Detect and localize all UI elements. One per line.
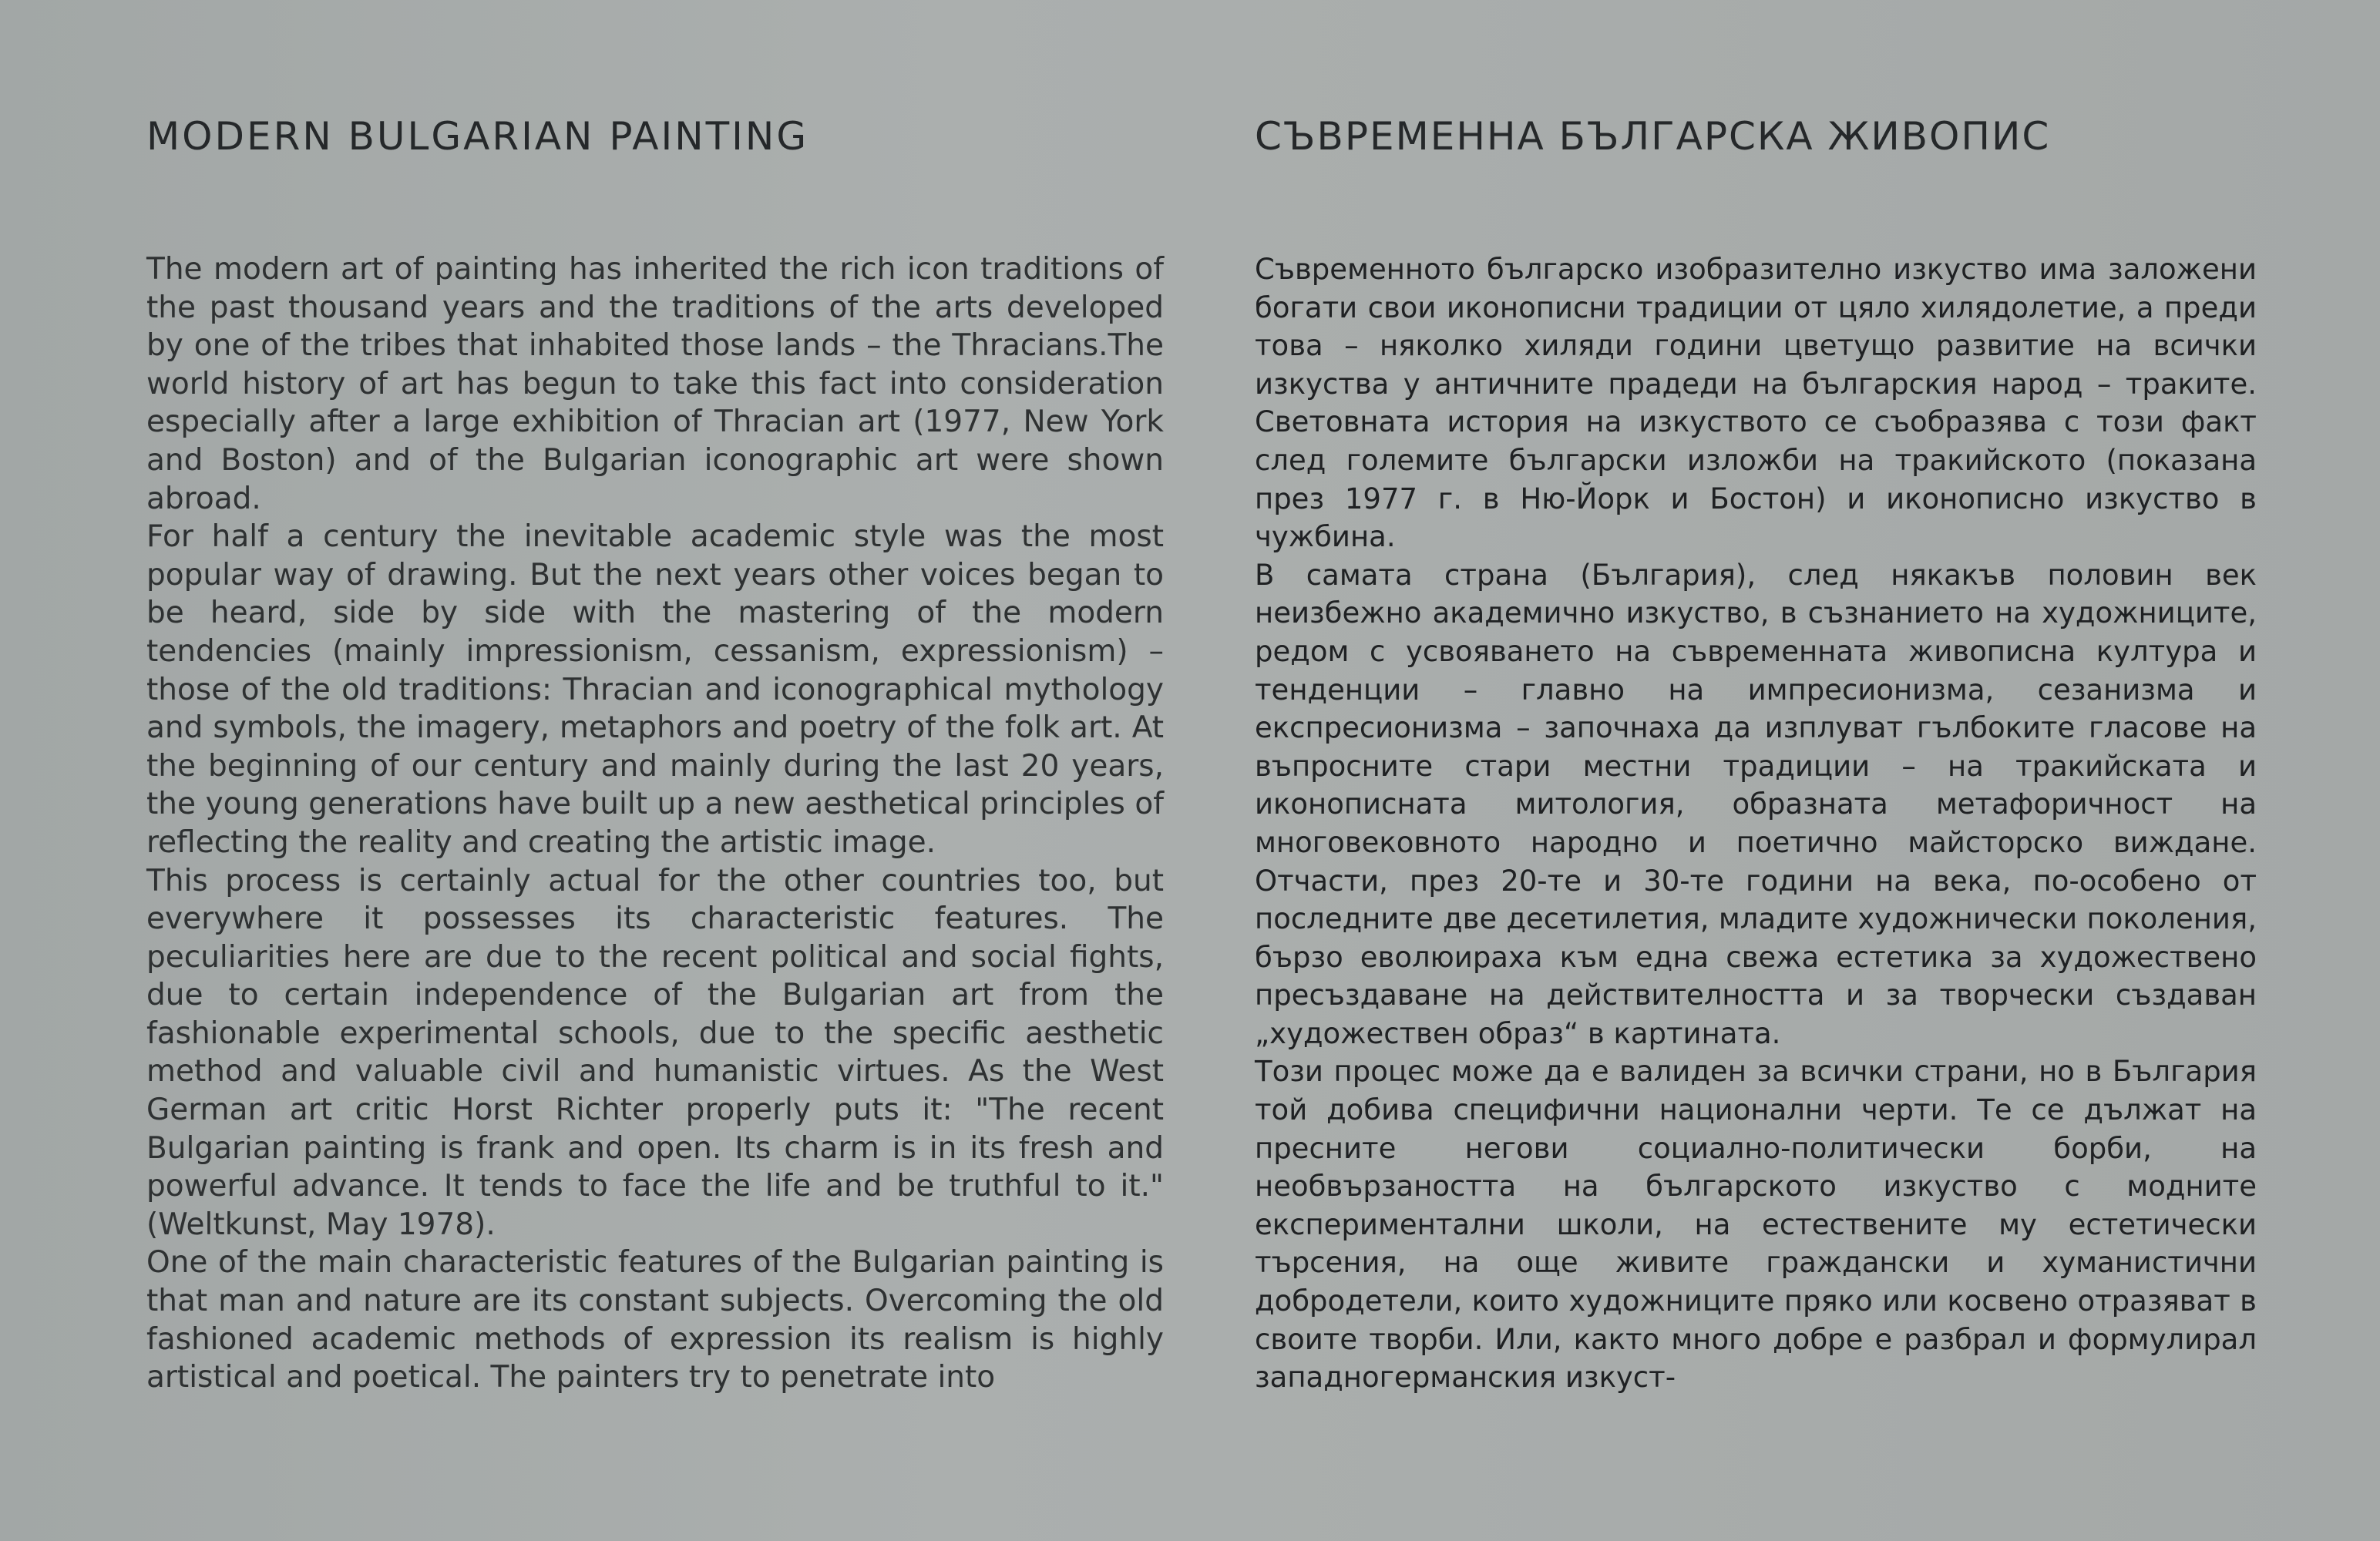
bulgarian-column — [1255, 116, 2257, 1397]
english-column — [146, 116, 1164, 1397]
english-title: MODERN BULGARIAN PAINTING — [146, 114, 809, 159]
bulgarian-paragraph-1: Съвременното българско изобразително изкуство има заложени богати свои иконописни традиции от цяло хилядолетие, а преди това – няколко хиляди години цветущо развитие на всички изкуства у античните прадеди на българския народ – траките. Световната история на изкуството се съобразява с този факт след големите български изложби на тракийското (показана през 1977 г. в Ню-Йорк и Бостон) и иконописно изкуство в чужбина. — [1255, 253, 2257, 554]
english-paragraph-1: The modern art of painting has inherited the rich icon traditions of the past thousand years and the traditions of the arts developed by one of the tribes that inhabited those lands – the Thracians.The world history of art has begun to take this fact into consideration especially after a large exhibition of Thracian art (1977, New York and Boston) and of the Bulgarian iconographic art were shown abroad. — [146, 252, 1164, 516]
bulgarian-title: СЪВРЕМЕННА БЪЛГАРСКА ЖИВОПИС — [1255, 114, 2051, 159]
bulgarian-paragraph-3: Този процес може да е валиден за всички страни, но в България той добива специфични национални черти. Те се дължат на пресните негови социално-политически борби, на необвързаността на българското изкуство с модните експериментални школи, на естествените му естетически търсения, на още живите граждански и хуманистични добродетели, които художниците пряко или косвено отразяват в своите творби. Или, както много добре е разбрал и формулирал западногерманския изкуст- — [1255, 1055, 2257, 1395]
english-paragraph-2: For half a century the inevitable academic style was the most popular way of drawing. But the next years other voices began to be heard, side by side with the mastering of the modern tendencies (mainly impressionism, cessanism, expressionism) – those of the old traditions: Thracian and iconographical mythology and symbols, the imagery, metaphors and poetry of the folk art. At the beginning of our century and mainly during the last 20 years, the young generations have built up a new aesthetical principles of reflecting the reality and creating the artistic image. — [146, 519, 1164, 860]
english-paragraph-3: This process is certainly actual for the other countries too, but everywhere it possesses its characteristic features. The peculiarities here are due to the recent political and social fights, due to certain independence of the Bulgarian art from the fashionable experimental schools, due to the specific aesthetic method and valuable civil and humanistic virtues. As the West German art critic Horst Richter properly puts it: "The recent Bulgarian painting is frank and open. Its charm is in its fresh and powerful advance. It tends to face the life and be truthful to it." (Weltkunst, May 1978). — [146, 863, 1164, 1242]
bulgarian-paragraph-2: В самата страна (България), след някакъв половин век неизбежно академично изкуство, в съзнанието на художниците, редом с усвояването на съвременната живописна култура и тенденции – главно на импресионизма, сезанизма и експресионизма – започнаха да изплуват гълбоките гласове на въпросните стари местни традиции – на тракийската и иконописната митология, образната метафоричност на многовековното народно и поетично майсторско виждане. Отчасти, през 20-те и 30-те години на века, по-особено от последните две десетилетия, младите художнически поколения, бързо еволюираха към една свежа естетика за художествено пресъздаване на действителността и за творчески създаван „художествен образ“ в картината. — [1255, 558, 2257, 1050]
english-paragraph-4: One of the main characteristic features of the Bulgarian painting is that man and nature are its constant subjects. Overcoming the old fashioned academic methods of expression its realism is highly artistical and poetical. The painters try to penetrate into — [146, 1245, 1164, 1395]
